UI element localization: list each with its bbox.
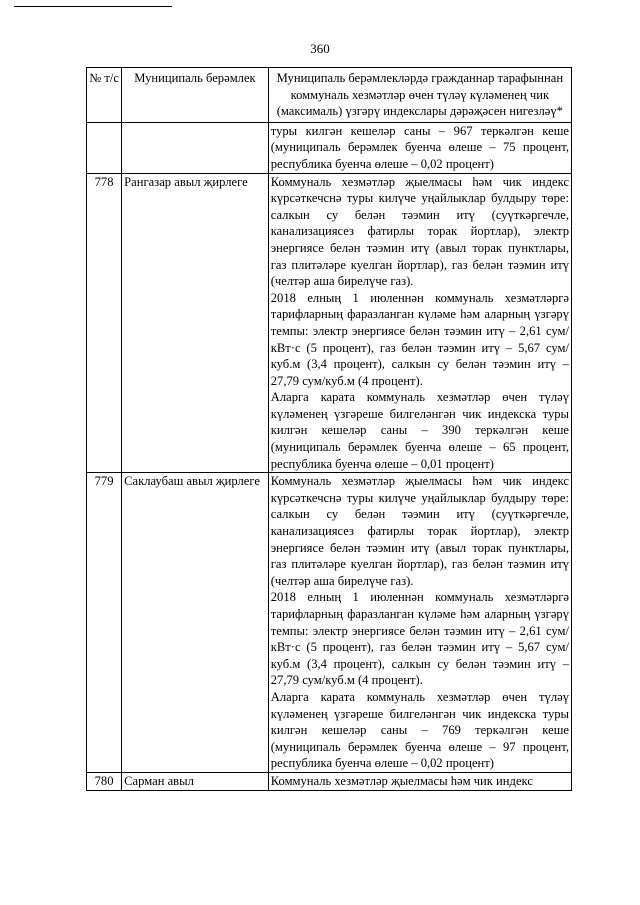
table-header-row [87,68,572,123]
top-rule [14,6,172,7]
paragraph-population: Аларга карата коммуналь хезмәтләр өчен түләү күләменең үзгәреше билгеләнгән чик индекска туры килгән кешеләр саны – 390 теркәлгән кеше (муниципаль берәмлек буенча өлеше – 65 процент, республика буенча өлеше – 0,01 процент) [270,390,569,471]
cell-number: 779 [87,473,122,773]
tariff-table [86,67,572,791]
paragraph-amenities: Коммуналь хезмәтләр җыелмасы һәм чик индекс күрсәткечснә туры килүче уңайлыклар булдыру төре: салкын су белән тәэмин итү (суүткәргечле, канализациясез фатирлы торак йортлар), электр энергиясе белән тәэмин итү (авыл торак пунктлары, газ плитәләре куелган йортлар), газ белән тәэмин итү (челтәр аша бирелүче газ). [270,474,569,588]
paragraph-tariffs: 2018 елның 1 июленнән коммуналь хезмәтләргә тарифларның фаразланган күләме һәм аларның үзгәрү темпы: электр энергиясе белән тәэмин итү – 2,61 сум/кВт·с (5 процент), газ белән тәэмин итү – 5,67 сум/куб.м (3,4 процент), салкын су белән тәэмин итү – 27,79 сум/куб.м (4 процент). [270,590,569,688]
cell-number: 778 [87,173,122,473]
cell-justification [268,173,571,473]
paragraph-tariffs: 2018 елның 1 июленнән коммуналь хезмәтләргә тарифларның фаразланган күләме һәм аларның үзгәрү темпы: электр энергиясе белән тәэмин итү – 2,61 сум/кВт·с (5 процент), газ белән тәэмин итү – 5,67 сум/куб.м (3,4 процент), салкын су белән тәэмин итү – 27,79 сум/куб.м (4 процент). [270,290,569,388]
cell-municipality [122,122,269,173]
header-municipality: Муниципаль берәмлек [122,68,269,123]
cell-municipality: Сарман авыл [122,772,269,790]
cell-continuation-text [268,122,571,173]
paragraph-amenities: Коммуналь хезмәтләр җыелмасы һәм чик индекс [270,773,533,788]
header-number: № т/с [87,68,122,123]
header-justification: Муниципаль берәмлекләрдә гражданнар тарафыннан коммуналь хезмәтләр өчен түләү күләменең чик (максималь) үзгәрү индекслары дәрәҗәсен нигезләү* [268,68,571,123]
cell-number [87,122,122,173]
paragraph-amenities: Коммуналь хезмәтләр җыелмасы һәм чик индекс күрсәткечснә туры килүче уңайлыклар булдыру төре: салкын су белән тәэмин итү (суүткәргечле, канализациясез фатирлы торак йортлар), электр энергиясе белән тәэмин итү (авыл торак пунктлары, газ плитәләре куелган йортлар), газ белән тәэмин итү (челтәр аша бирелүче газ). [270,174,569,289]
cell-municipality: Рангазар авыл җирлеге [122,173,269,473]
table-row [87,473,572,773]
table-row [87,173,572,473]
table-row [87,772,572,790]
cell-justification [268,473,571,773]
cell-municipality: Саклаубаш авыл җирлеге [122,473,269,773]
page-number: 360 [310,41,330,56]
cell-number: 780 [87,772,122,790]
continuation-paragraph: туры килгән кешеләр саны – 967 теркәлгән кеше (муниципаль берәмлек буенча өлеше – 75 процент, республика буенча өлеше – 0,02 процент) [270,123,569,171]
table-row-continuation [87,122,572,173]
paragraph-population: Аларга карата коммуналь хезмәтләр өчен түләү күләменең үзгәреше билгеләнгән чик индекска туры килгән кешеләр саны – 769 теркәлгән кеше (муниципаль берәмлек буенча өлеше – 97 процент, республика буенча өлеше – 0,02 процент) [270,689,569,771]
cell-justification [268,772,571,790]
